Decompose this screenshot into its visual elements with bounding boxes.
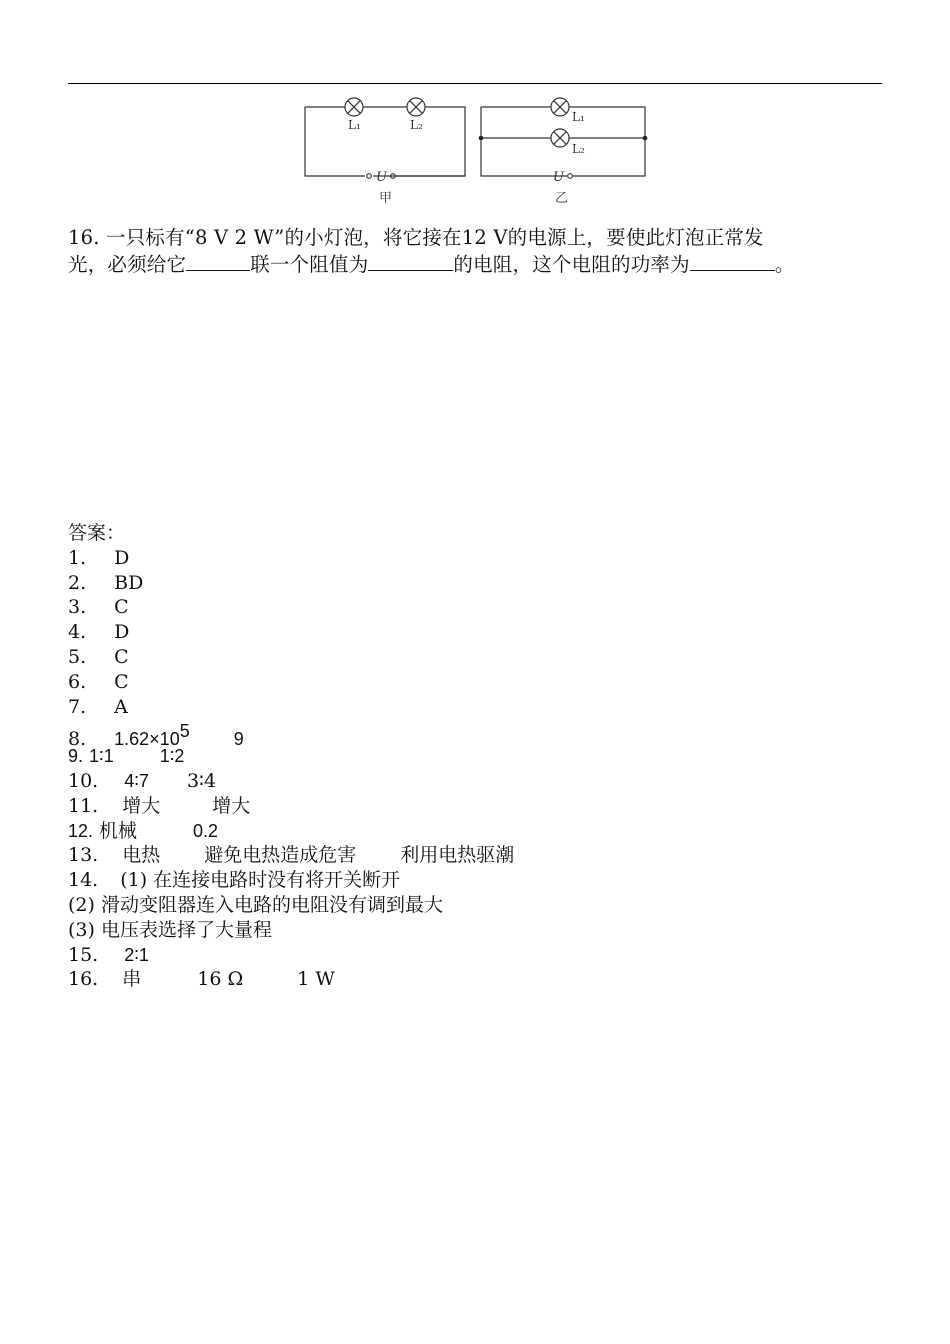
answer-item: 1. D: [68, 546, 130, 569]
caption-left: 甲: [379, 191, 393, 206]
answer-item: 6. C: [68, 670, 129, 693]
answer-item: (3) 电压表选择了大量程: [68, 918, 272, 941]
label-u: U: [553, 170, 564, 185]
answer-item: 13. 电热 避免电热造成危害 利用电热驱潮: [68, 844, 515, 867]
circuit-diagram: [295, 92, 660, 210]
label-l1: L₁: [572, 110, 585, 124]
answer-item: 12. 机械 0.2: [68, 819, 219, 842]
answer-item: (2) 滑动变阻器连入电路的电阻没有调到最大: [68, 893, 443, 916]
answer-item: 4. D: [68, 621, 130, 644]
answer-item: 11. 增大 增大: [68, 794, 251, 817]
answer-item: 7. A: [68, 695, 128, 718]
label-l1: L₁: [348, 118, 361, 132]
answer-blank[interactable]: [368, 252, 453, 271]
answer-item: 3. C: [68, 596, 129, 619]
header-rule: [68, 83, 882, 84]
answer-title: 答案：: [68, 522, 126, 544]
answer-item: 5. C: [68, 645, 129, 668]
question-16: [68, 224, 884, 278]
terminal-icon: [367, 174, 372, 179]
label-l2: L₂: [572, 142, 585, 156]
answer-item: 9. 1∶1 1∶2: [68, 746, 185, 767]
answer-item: 10. 4∶7 3∶4: [68, 769, 217, 792]
answer-item: 14. (1) 在连接电路时没有将开关断开: [68, 869, 401, 892]
answer-blank[interactable]: [690, 252, 775, 271]
answer-item: 15. 2∶1: [68, 943, 149, 966]
label-u: U: [376, 170, 387, 185]
caption-right: 乙: [555, 191, 569, 206]
answer-item: 16. 串 16 Ω 1 W: [68, 968, 335, 991]
question-text-line1: 16. 一只标有“8 V 2 W”的小灯泡，将它接在12 V的电源上，要使此灯泡正常发: [68, 226, 764, 249]
question-text-line2: 光，必须给它 联一个阻值为 的电阻，这个电阻的功率为 。: [68, 253, 795, 276]
answer-item: 8. $1.62\times 10^5$ 9: [68, 721, 244, 751]
label-l2: L₂: [410, 118, 423, 132]
answer-section: [68, 521, 868, 992]
terminal-icon: [568, 174, 573, 179]
answer-item: 2. BD: [68, 571, 144, 594]
answer-blank[interactable]: [186, 252, 250, 271]
